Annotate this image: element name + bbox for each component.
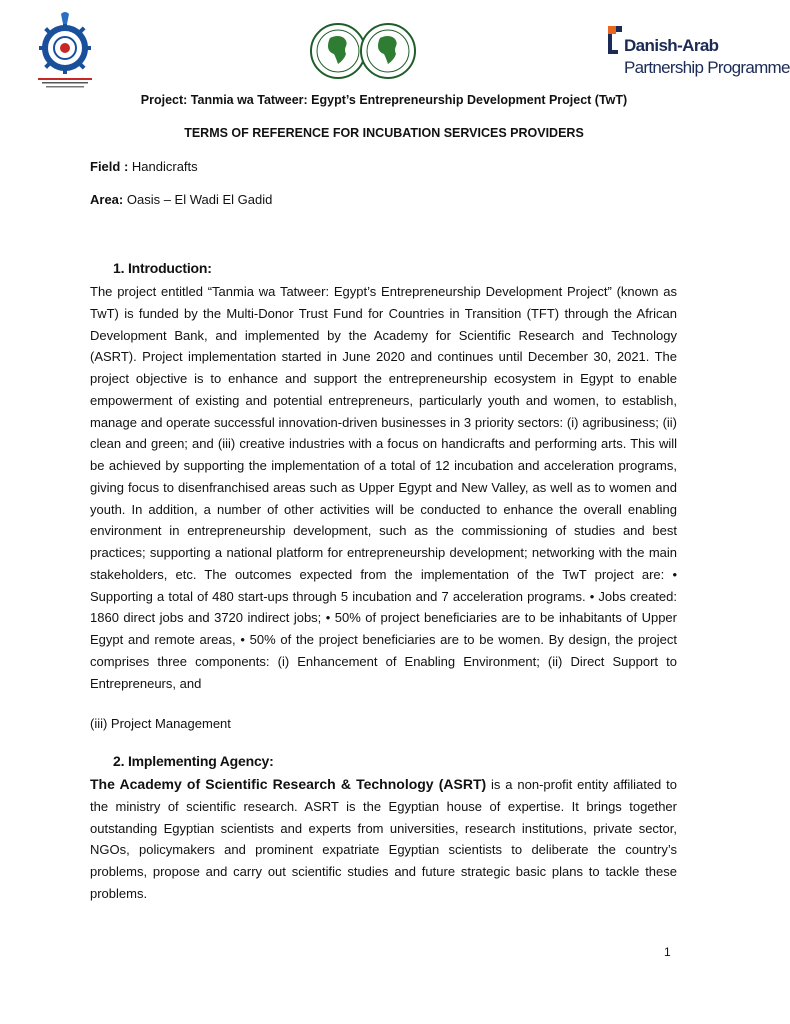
area-value: Oasis – El Wadi El Gadid [126,192,273,207]
section-1-heading: 1. Introduction: [113,260,212,276]
field-label: Field : [90,159,129,174]
section-2-heading: 2. Implementing Agency: [113,753,274,769]
dapp-mark-icon [606,24,626,64]
project-title: Project: Tanmia wa Tatweer: Egypt’s Entrepreneurship Development Project (TwT) [140,93,628,107]
field-value: Handicrafts [131,159,198,174]
section-2-lead: The Academy of Scientific Research & Technology (ASRT) [90,776,487,792]
section-1-last-line: (iii) Project Management [90,716,231,731]
area-label: Area: [90,192,124,207]
page-number: 1 [664,945,671,959]
asrt-logo [30,8,100,90]
field-row [90,159,198,174]
section-2-body [90,774,677,905]
section-1-body: The project entitled “Tanmia wa Tatweer: Egypt’s Entrepreneurship Development Project” (known as TwT) is funded by the Multi-Donor Trust Fund for Countries in Transition (TFT) through the African Development Bank, and implemented by the Academy for Scientific Research and Technology (ASRT). Project implementation started in June 2020 and continues until December 30, 2021. The project objective is to enhance and support the entrepreneurship ecosystem in Egypt to enable empowerment of existing and potential entrepreneurs, particularly youth and women, to establish, manage and operate successful innovation-driven businesses in 3 priority sectors: (i) agribusiness; (ii) clean and green; and (iii) creative industries with a focus on handicrafts and performing arts. This will be achieved by supporting the implementation of a total of 12 incubation and acceleration programs, giving focus to disenfranchised areas such as Upper Egypt and New Valley, as well as to women and youth. In addition, a number of other activities will be conducted to enhance the overall enabling environment in entrepreneurship development, such as the commissioning of studies and best practices; supporting a national platform for entrepreneurship development; networking with the main stakeholders, etc. The outcomes expected from the implementation of the TwT project are: • Supporting a total of 480 start-ups through 5 incubation and 7 acceleration programs. • Jobs created: 1860 direct jobs and 3720 indirect jobs; • 50% of project beneficiaries are to be inhabitants of Upper Egypt and remote areas, • 50% of the project beneficiaries are to be women. By design, the project comprises three components: (i) Enhancement of Enabling Environment; (ii) Direct Support to Entrepreneurs, and [90,284,677,691]
danish-arab-partnership-logo [606,22,790,82]
afdb-emblem-icon [308,18,420,84]
asrt-emblem-icon [30,8,100,90]
area-row [90,192,272,207]
section-2-text: is a non-profit entity affiliated to the ministry of scientific research. ASRT is the Egyptian house of expertise. It brings together outstanding Egyptian scientists and experts from universities, research institutions, private sector, NGOs, policymakers and prominent expatriate Egyptian scientists to deliberate the country’s problems, propose and carry out scientific studies and future strategic basic plans to tackle these problems. [90,777,677,901]
afdb-logos [308,18,420,84]
tor-title: TERMS OF REFERENCE FOR INCUBATION SERVICES PROVIDERS [184,126,584,140]
dapp-name-line2: Partnership Programme [624,58,790,77]
dapp-name-line1: Danish-Arab [624,36,719,55]
